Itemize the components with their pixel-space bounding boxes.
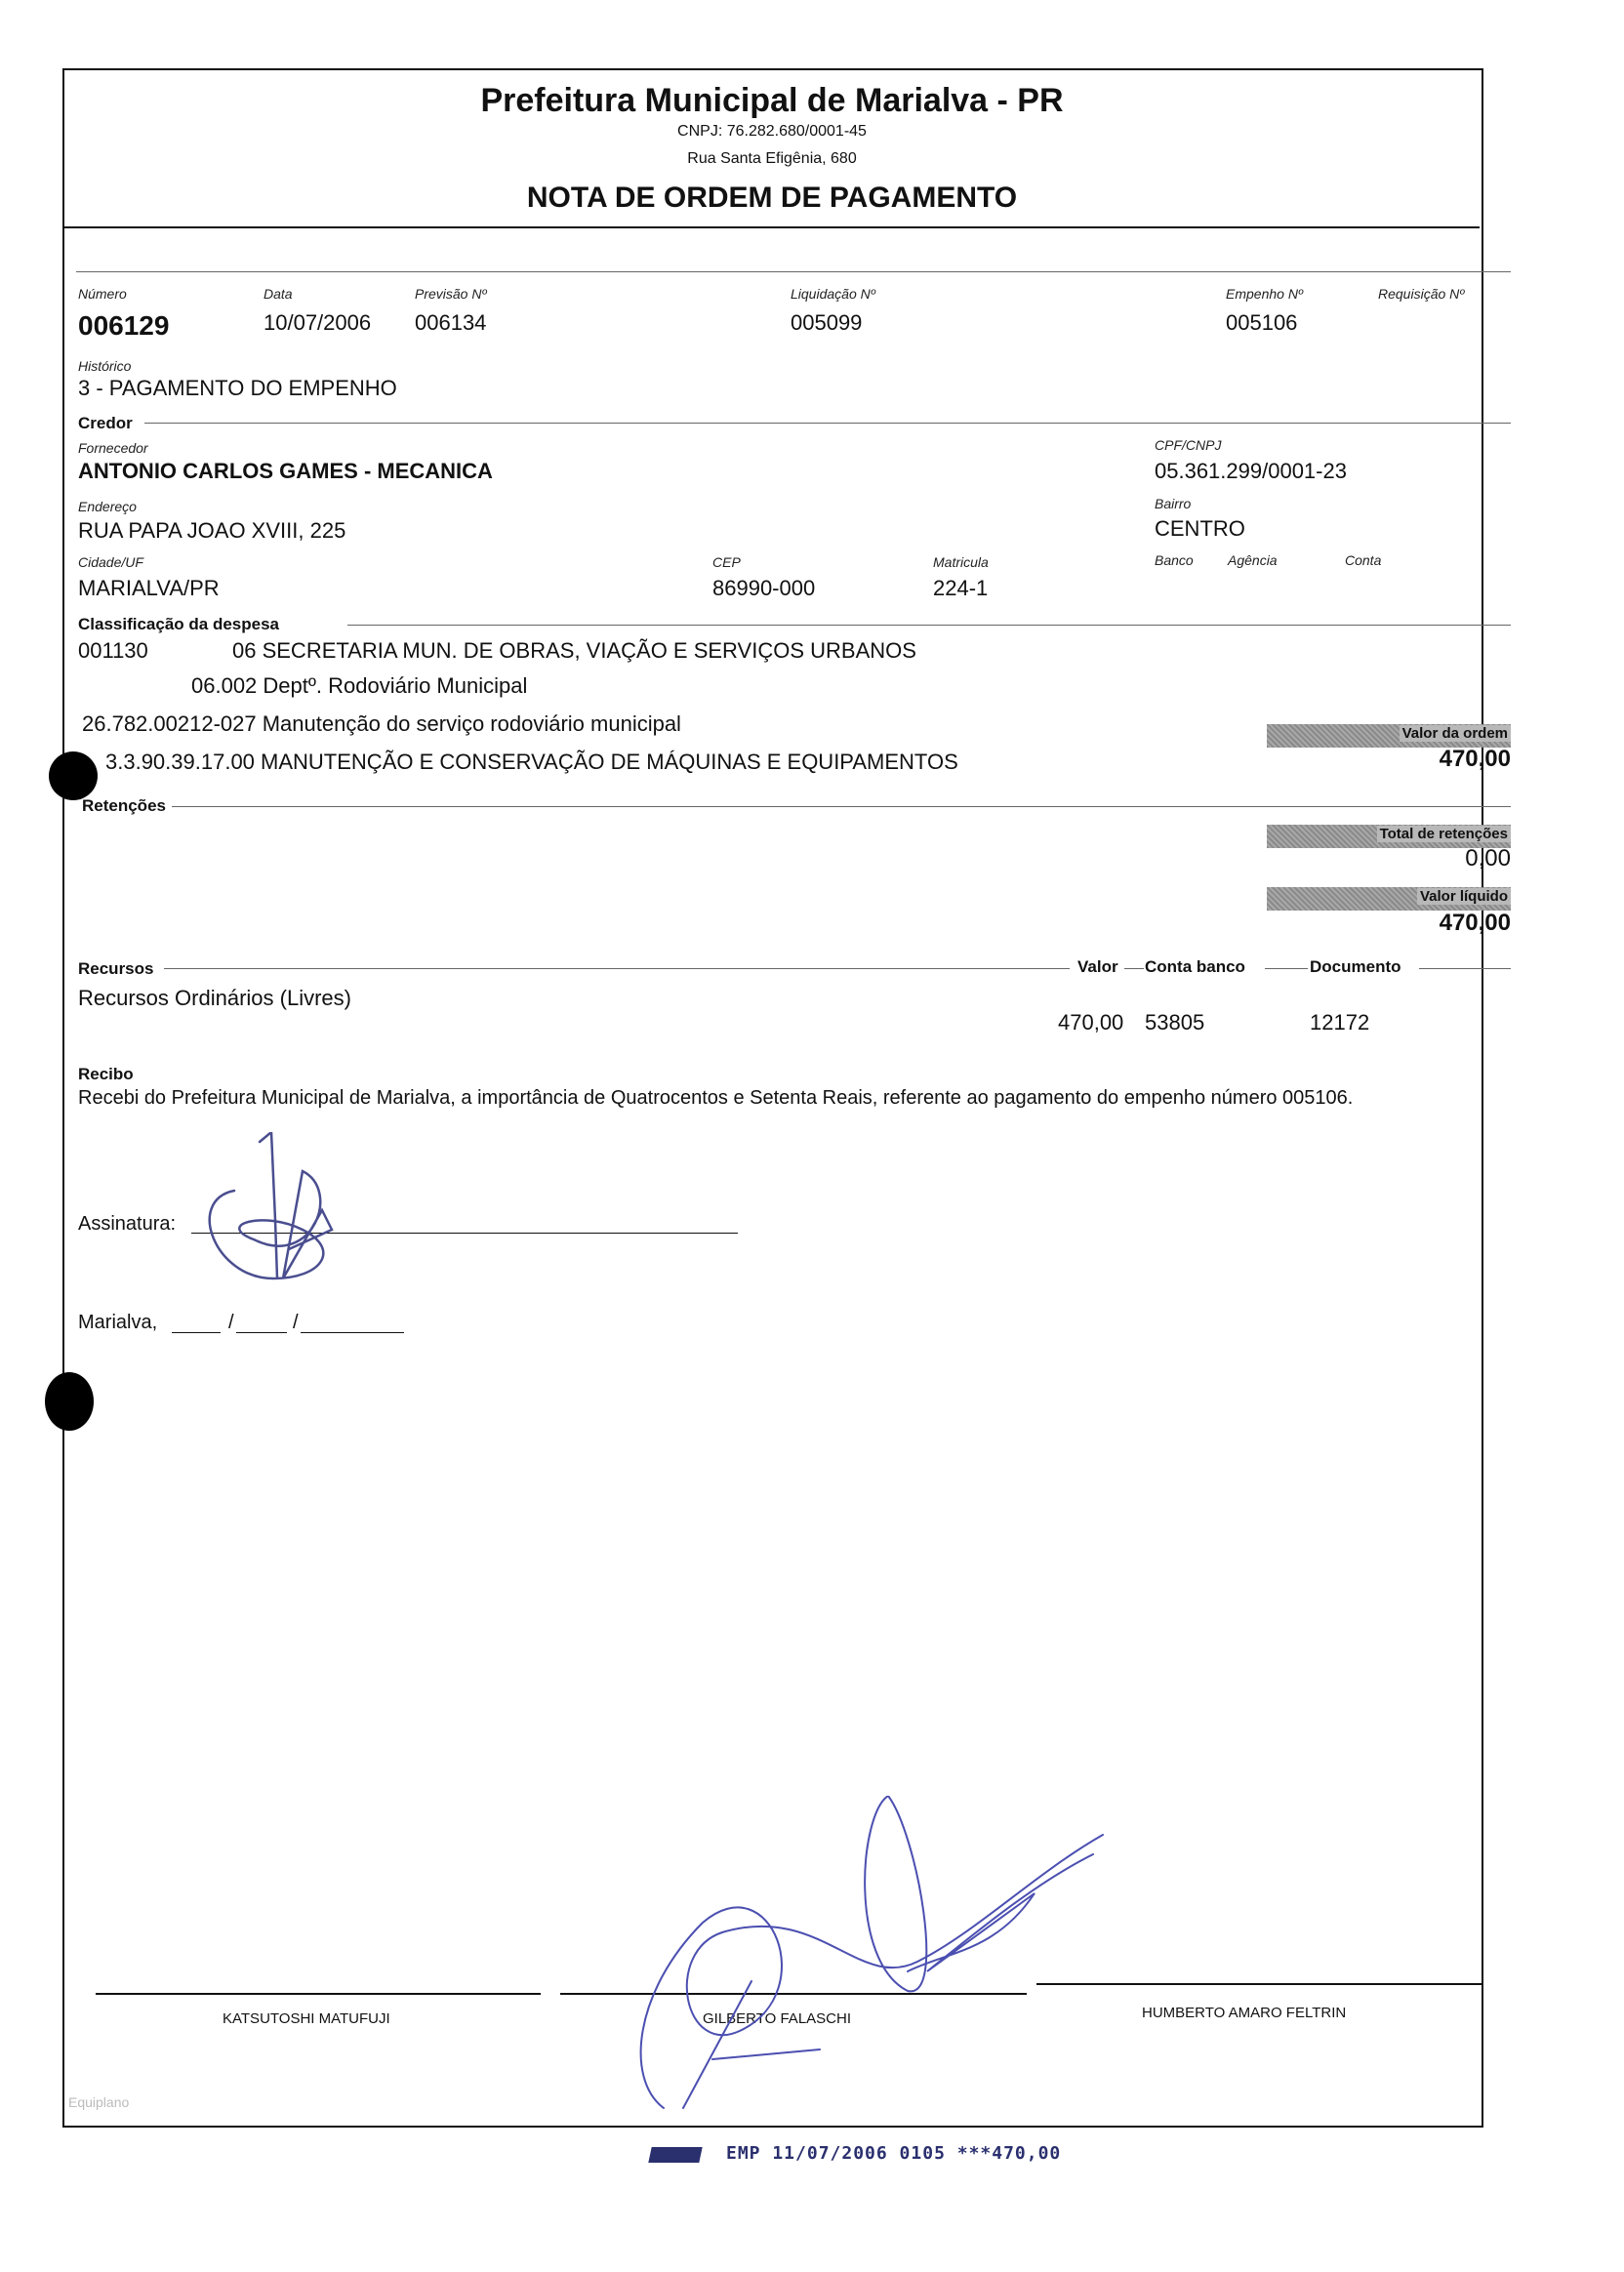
numero-value: 006129	[78, 310, 170, 341]
classificacao-programa: 26.782.00212-027 Manutenção do serviço rodoviário municipal	[82, 711, 681, 736]
classificacao-elemento: 3.3.90.39.17.00 MANUTENÇÃO E CONSERVAÇÃO DE MÁQUINAS E EQUIPAMENTOS	[105, 750, 958, 774]
total-retencoes-label: Total de retenções	[1377, 826, 1511, 842]
historico-label: Histórico	[78, 358, 132, 374]
fornecedor-label: Fornecedor	[78, 440, 148, 456]
header-title: Prefeitura Municipal de Marialva - PR	[480, 82, 1064, 119]
credor-section: Credor	[78, 414, 133, 432]
recursos-conta-banco: 53805	[1145, 1010, 1205, 1035]
recursos-rule-2	[1124, 968, 1144, 969]
cidade-value: MARIALVA/PR	[78, 576, 220, 600]
cpf-label: CPF/CNPJ	[1155, 437, 1222, 453]
cep-value: 86990-000	[712, 576, 816, 600]
valor-ordem-value: 470,00	[1439, 746, 1511, 772]
header-address: Rua Santa Efigênia, 680	[687, 150, 857, 167]
footer-stamp: EMP 11/07/2006 0105 ***470,00	[726, 2143, 1062, 2164]
document-title: NOTA DE ORDEM DE PAGAMENTO	[526, 182, 1018, 214]
endereco-label: Endereço	[78, 499, 137, 514]
empenho-value: 005106	[1226, 310, 1298, 335]
numero-label: Número	[78, 286, 127, 302]
recibo-text: Recebi do Prefeitura Municipal de Marialva, a importância de Quatrocentos e Setenta Reais, referente ao pagamento do empenho número 005106.	[78, 1087, 1354, 1109]
punch-hole-bottom	[45, 1372, 94, 1431]
matricula-label: Matricula	[933, 554, 989, 570]
signatory-2: GILBERTO FALASCHI	[703, 2010, 851, 2027]
valor-ordem-label: Valor da ordem	[1400, 725, 1511, 742]
retencoes-rule	[172, 806, 1511, 807]
retencoes-section: Retenções	[82, 796, 166, 815]
recursos-rule-3	[1265, 968, 1308, 969]
signatory-3: HUMBERTO AMARO FELTRIN	[1142, 2005, 1347, 2021]
liquidacao-label: Liquidação Nº	[791, 286, 875, 302]
conta-label: Conta	[1345, 552, 1382, 568]
previsao-value: 006134	[415, 310, 487, 335]
credor-rule	[144, 423, 1511, 424]
agencia-label: Agência	[1228, 552, 1278, 568]
recibo-section: Recibo	[78, 1065, 134, 1083]
data-value: 10/07/2006	[264, 310, 372, 335]
matricula-value: 224-1	[933, 576, 989, 600]
recursos-rule-4	[1419, 968, 1511, 969]
fornecedor-value: ANTONIO CARLOS GAMES - MECANICA	[78, 459, 493, 483]
recursos-valor: 470,00	[1058, 1010, 1124, 1035]
recursos-conta-banco-label: Conta banco	[1145, 957, 1245, 976]
recursos-rule	[164, 968, 1070, 969]
header	[64, 70, 1480, 228]
valor-liquido-label: Valor líquido	[1417, 888, 1511, 905]
endereco-value: RUA PAPA JOAO XVIII, 225	[78, 518, 346, 543]
classificacao-secretaria: 06 SECRETARIA MUN. DE OBRAS, VIAÇÃO E SERVIÇOS URBANOS	[232, 638, 916, 663]
empenho-label: Empenho Nº	[1226, 286, 1304, 302]
previsao-label: Previsão Nº	[415, 286, 487, 302]
requisicao-label: Requisição Nº	[1378, 286, 1465, 302]
recipient-signature	[195, 1132, 371, 1298]
software-watermark: Equiplano	[68, 2094, 130, 2110]
valor-liquido-value: 470,00	[1439, 910, 1511, 936]
divider	[76, 271, 1511, 272]
recursos-section: Recursos	[78, 959, 154, 978]
historico-value: 3 - PAGAMENTO DO EMPENHO	[78, 376, 397, 400]
cidade-label: Cidade/UF	[78, 554, 143, 570]
recursos-item: Recursos Ordinários (Livres)	[78, 986, 351, 1010]
header-cnpj: CNPJ: 76.282.680/0001-45	[677, 123, 867, 140]
classificacao-code: 001130	[78, 638, 148, 663]
signatory-1: KATSUTOSHI MATUFUJI	[223, 2010, 390, 2027]
classificacao-rule	[347, 625, 1511, 626]
local-label: Marialva,	[78, 1312, 158, 1333]
banco-label: Banco	[1155, 552, 1194, 568]
total-retencoes-value: 0,00	[1465, 845, 1511, 872]
bairro-value: CENTRO	[1155, 516, 1245, 541]
recursos-documento-label: Documento	[1310, 957, 1401, 976]
bairro-label: Bairro	[1155, 496, 1192, 511]
punch-hole-top	[49, 751, 98, 800]
classificacao-dept: 06.002 Deptº. Rodoviário Municipal	[191, 673, 528, 698]
cpf-value: 05.361.299/0001-23	[1155, 459, 1347, 483]
signature-line-1	[96, 1993, 541, 1995]
assinatura-label: Assinatura:	[78, 1213, 177, 1235]
date-blanks: / /	[172, 1314, 404, 1333]
classificacao-section: Classificação da despesa	[78, 615, 280, 633]
data-label: Data	[264, 286, 293, 302]
stamp-logo	[648, 2147, 702, 2163]
recursos-valor-label: Valor	[1077, 957, 1118, 976]
authority-signature	[625, 1796, 1132, 2118]
cep-label: CEP	[712, 554, 741, 570]
recursos-documento: 12172	[1310, 1010, 1370, 1035]
liquidacao-value: 005099	[791, 310, 863, 335]
